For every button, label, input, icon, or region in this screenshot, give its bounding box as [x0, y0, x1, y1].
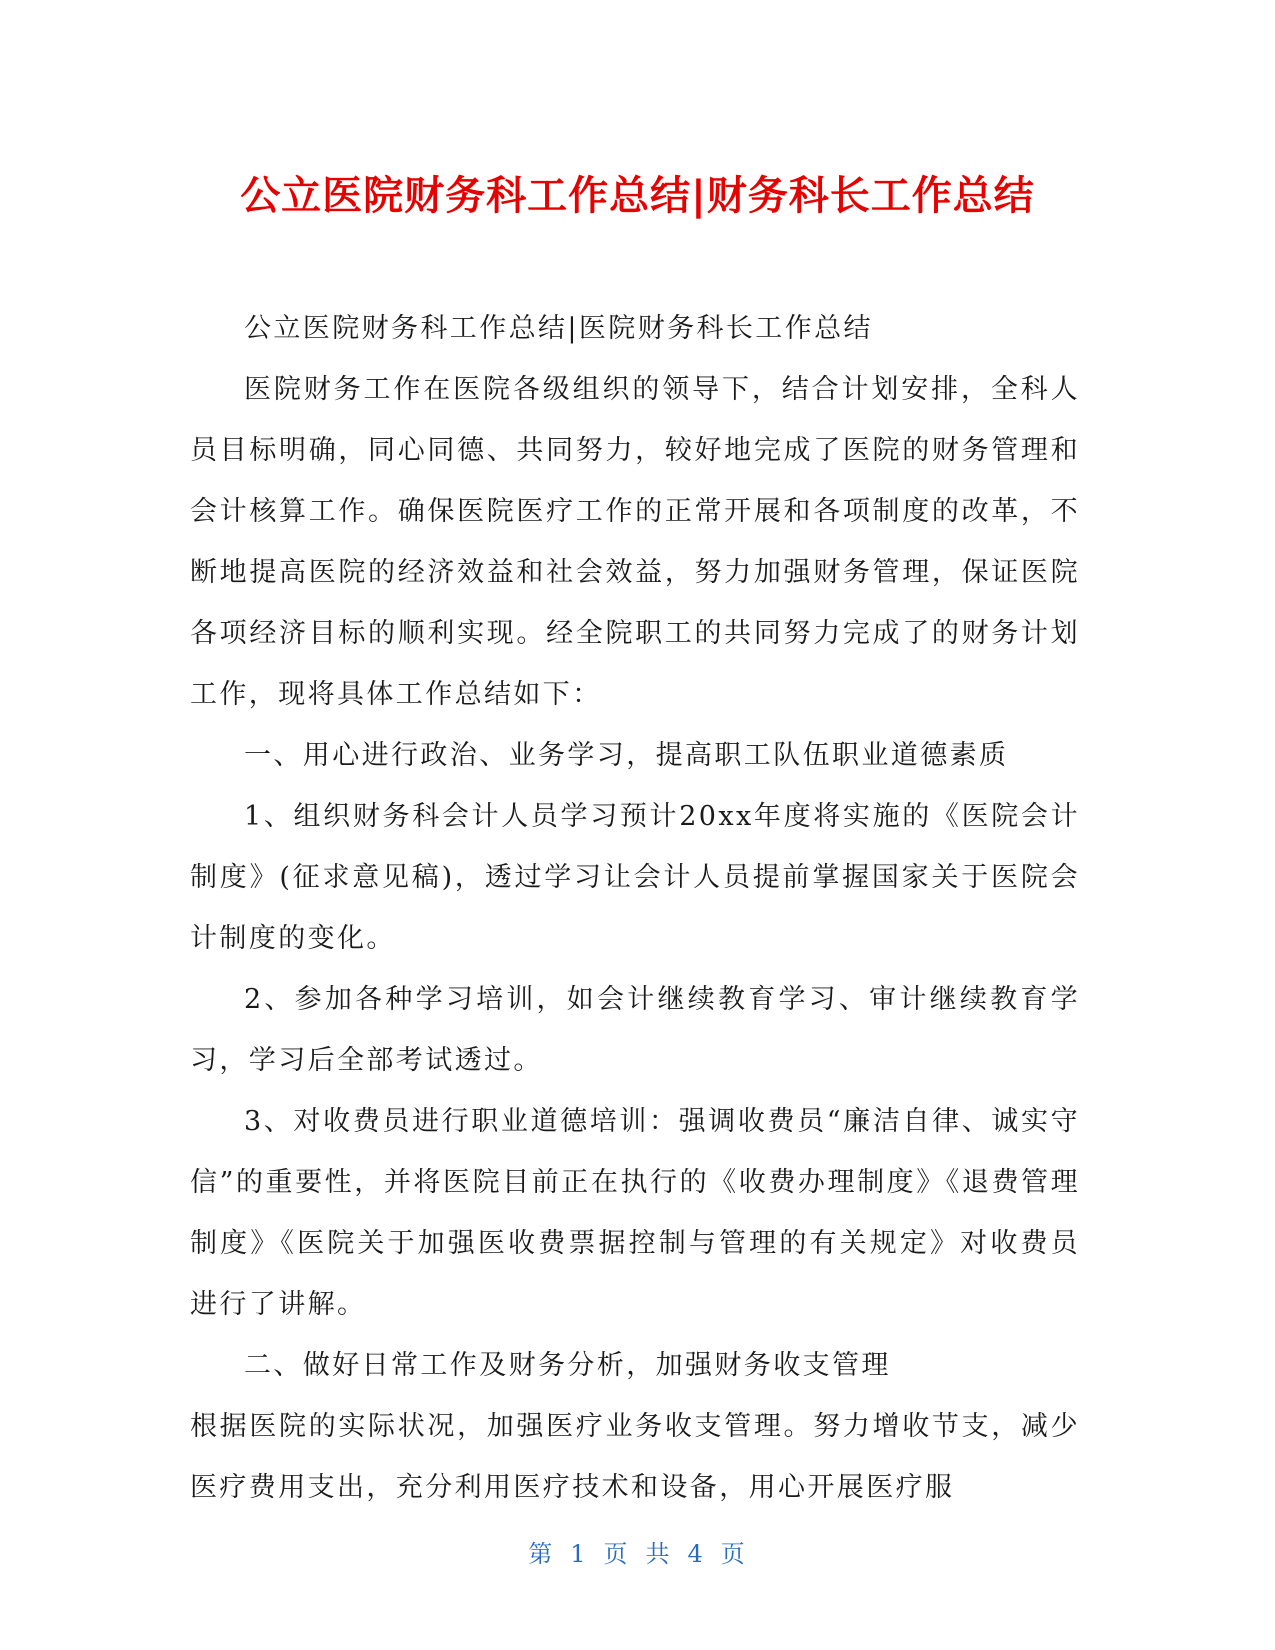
- page-title: 公立医院财务科工作总结|财务科长工作总结: [240, 173, 1035, 219]
- footer-page-unit: 页: [603, 1540, 630, 1568]
- paragraph-intro: 医院财务工作在医院各级组织的领导下，结合计划安排，全科人员目标明确，同心同德、共同努力，较好地完成了医院的财务管理和会计核算工作。确保医院医疗工作的正常开展和各项制度的改革，不断地提高医院的经济效益和社会效益，努力加强财务管理，保证医院各项经济目标的顺利实现。经全院职工的共同努力完成了的财务计划工作，现将具体工作总结如下：: [190, 374, 1080, 710]
- page-footer: [0, 1538, 1275, 1570]
- footer-current-page: 1: [570, 1540, 588, 1568]
- section-heading-2: 二、做好日常工作及财务分析，加强财务收支管理: [244, 1350, 891, 1381]
- list-item-2: 2、参加各种学习培训，如会计继续教育学习、审计继续教育学习，学习后全部考试透过。: [190, 984, 1080, 1076]
- paragraph-section-2: 根据医院的实际状况，加强医疗业务收支管理。努力增收节支，减少医疗费用支出，充分利用医疗技术和设备，用心开展医疗服: [190, 1411, 1080, 1503]
- footer-page-label: 第: [528, 1540, 555, 1568]
- section-heading-1: 一、用心进行政治、业务学习，提高职工队伍职业道德素质: [244, 740, 1009, 771]
- document-body: [190, 298, 1080, 1518]
- list-item-1: 1、组织财务科会计人员学习预计20xx年度将实施的《医院会计制度》(征求意见稿)，透过学习让会计人员提前掌握国家关于医院会计制度的变化。: [190, 801, 1080, 954]
- footer-total-unit: 页: [720, 1540, 747, 1568]
- paragraph-subtitle: 公立医院财务科工作总结|医院财务科长工作总结: [244, 313, 873, 344]
- list-item-3: 3、对收费员进行职业道德培训：强调收费员“廉洁自律、诚实守信”的重要性，并将医院目前正在执行的《收费办理制度》《退费管理制度》《医院关于加强医收费票据控制与管理的有关规定》对收费员进行了讲解。: [190, 1106, 1080, 1320]
- footer-total-label: 共: [645, 1540, 672, 1568]
- footer-total-pages: 4: [687, 1540, 705, 1568]
